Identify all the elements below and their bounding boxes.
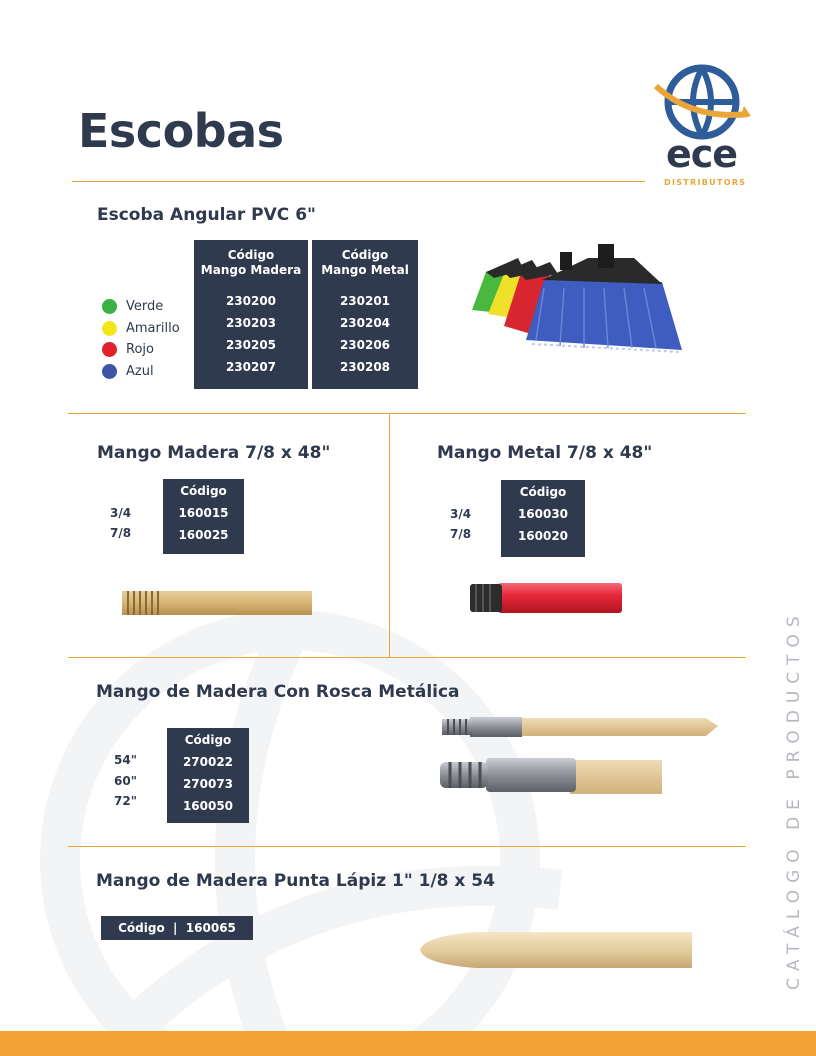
thread-handle-code-table <box>167 728 249 823</box>
color-row-green <box>102 295 163 317</box>
size-label: 3/4 <box>450 507 472 521</box>
size-label: 72" <box>114 794 137 808</box>
thread-handle-title: Mango de Madera Con Rosca Metálica <box>96 682 460 702</box>
code-cell: 270073 <box>182 777 234 791</box>
code-cell: 160050 <box>182 799 234 813</box>
pencil-tip-handle-image <box>416 928 696 972</box>
metal-handle-code-table <box>501 480 585 557</box>
table-header: Código <box>519 485 567 499</box>
size-label: 7/8 <box>450 527 472 541</box>
logo-tagline: DISTRIBUTORS <box>664 178 747 187</box>
pencil-handle-title: Mango de Madera Punta Lápiz 1" 1/8 x 54 <box>96 871 495 891</box>
wood-handle-image <box>122 588 314 618</box>
code-cell: 230201 <box>339 294 391 308</box>
broom-metal-code-table <box>312 240 418 389</box>
code-cell: 160015 <box>178 506 229 520</box>
table-header <box>312 240 418 278</box>
header-line: Código <box>341 248 389 262</box>
color-label: Amarillo <box>126 320 180 336</box>
blue-dot-icon <box>102 364 117 379</box>
yellow-dot-icon <box>102 321 117 336</box>
code-cell: 230204 <box>339 316 391 330</box>
metal-handle-image <box>468 580 624 616</box>
brand-logo <box>652 58 752 190</box>
divider-3 <box>68 846 746 847</box>
color-row-red <box>102 338 154 360</box>
size-label: 7/8 <box>110 526 132 540</box>
code-cell: 230203 <box>225 316 277 330</box>
code-cell: 230206 <box>339 338 391 352</box>
divider-1 <box>68 413 746 414</box>
color-label: Verde <box>126 298 164 314</box>
code-cell: 230207 <box>225 360 277 374</box>
color-label: Rojo <box>126 341 154 357</box>
divider-title <box>72 181 645 182</box>
footer-bar <box>0 1031 816 1056</box>
code-cell: 160025 <box>178 528 229 542</box>
red-dot-icon <box>102 342 117 357</box>
broom-wood-code-table <box>194 240 308 389</box>
code-cell: 230208 <box>339 360 391 374</box>
header-line: Mango Madera <box>200 263 302 277</box>
size-label: 54" <box>114 753 137 767</box>
code-cell: 230200 <box>225 294 277 308</box>
color-label: Azul <box>126 363 154 379</box>
page-title: Escobas <box>78 104 284 158</box>
broom-section-title: Escoba Angular PVC 6" <box>97 205 316 225</box>
code-cell: 160020 <box>517 529 569 543</box>
wood-handle-title: Mango Madera 7/8 x 48" <box>97 443 331 463</box>
green-dot-icon <box>102 299 117 314</box>
divider-2 <box>68 657 746 658</box>
table-header: Código <box>184 733 232 747</box>
pencil-handle-code-badge: Código | 160065 <box>101 916 253 940</box>
header-line: Código <box>227 248 275 262</box>
code-cell: 160030 <box>517 507 569 521</box>
catalog-side-label: CATÁLOGO DE PRODUCTOS <box>784 609 804 990</box>
header-line: Mango Metal <box>321 263 409 277</box>
color-row-yellow <box>102 317 180 339</box>
size-label: 3/4 <box>110 506 132 520</box>
table-header: Código <box>180 484 227 498</box>
color-row-blue <box>102 360 154 382</box>
logo-wordmark: ece <box>666 132 738 176</box>
threaded-handles-image <box>440 710 720 800</box>
code-cell: 230205 <box>225 338 277 352</box>
divider-vertical <box>389 413 390 657</box>
metal-handle-title: Mango Metal 7/8 x 48" <box>437 443 653 463</box>
code-cell: 270022 <box>182 755 234 769</box>
angular-broom-image <box>466 240 686 360</box>
size-label: 60" <box>114 774 137 788</box>
wood-handle-code-table <box>163 479 244 554</box>
table-header <box>194 240 308 278</box>
